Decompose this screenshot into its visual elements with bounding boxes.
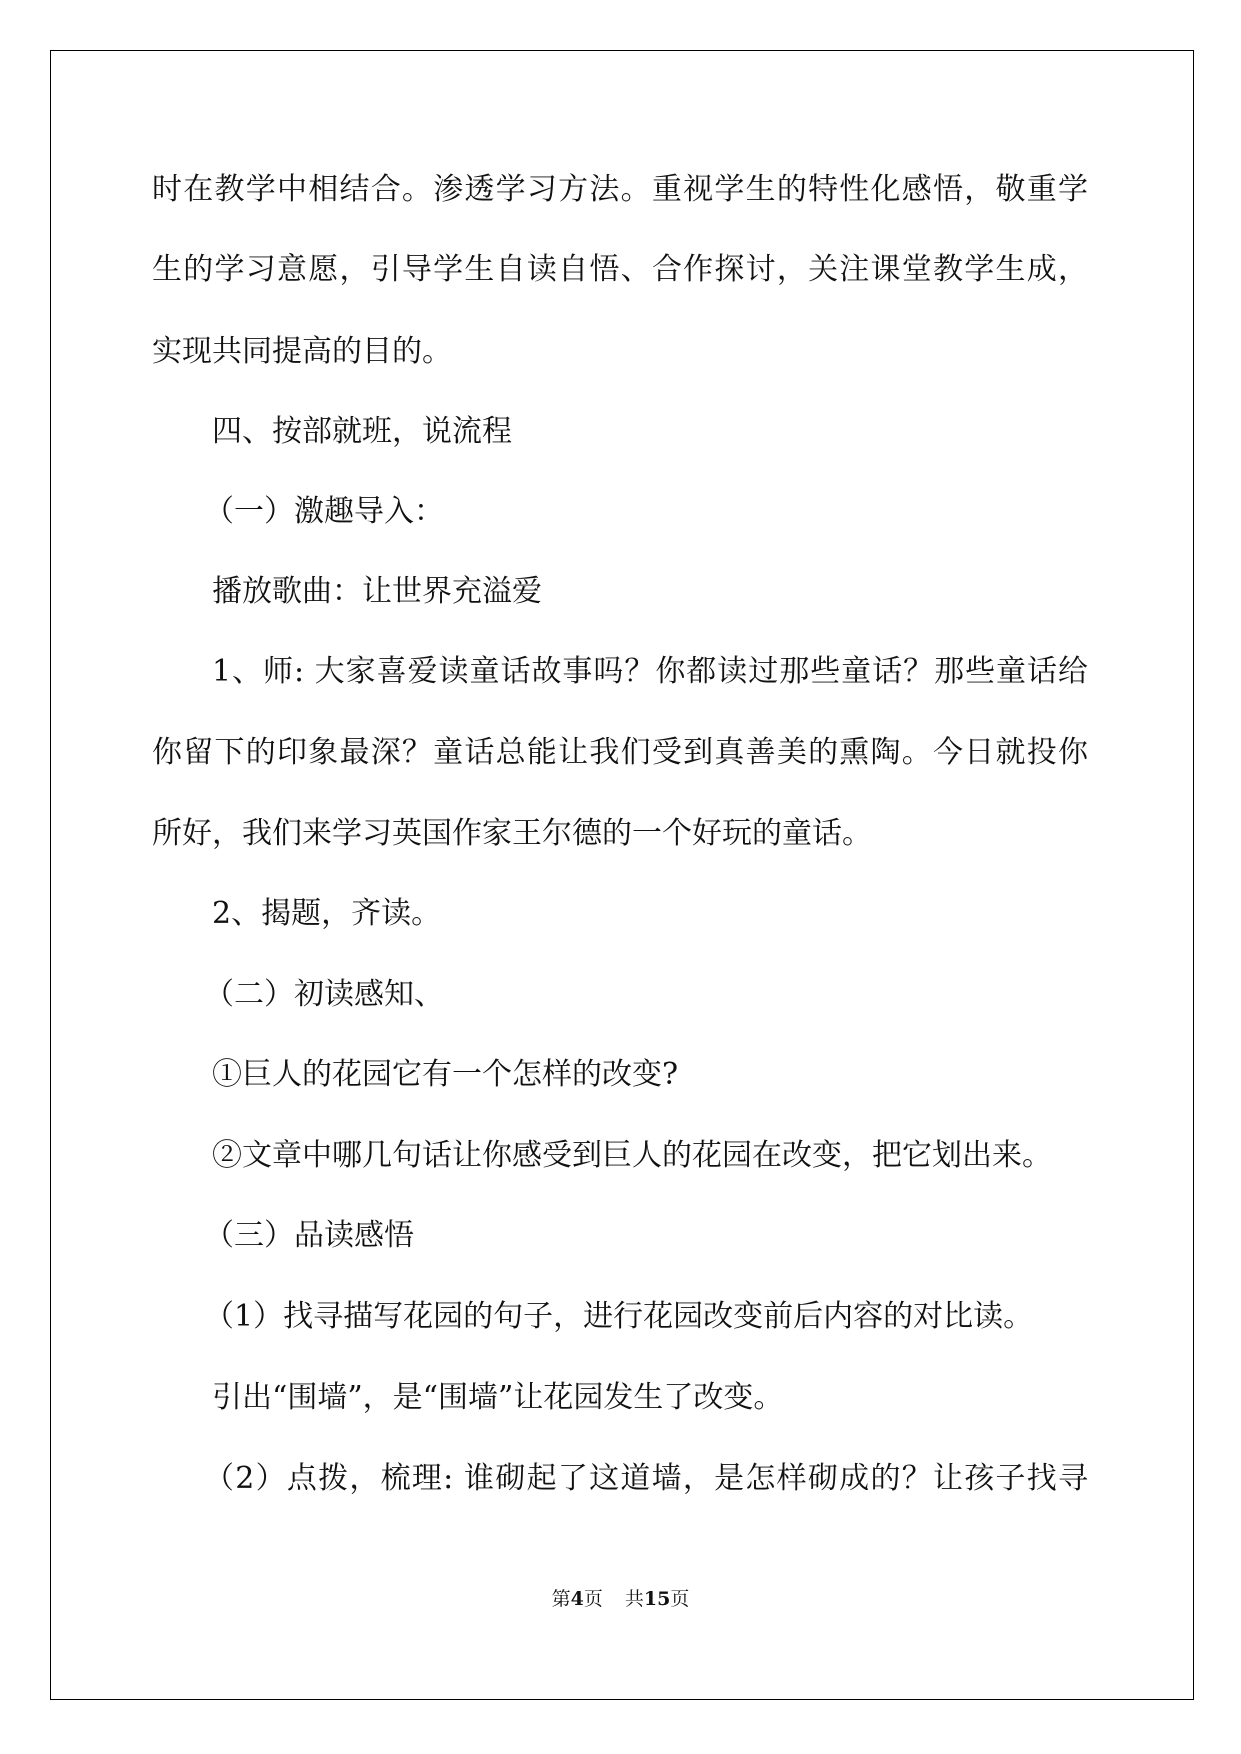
page-suffix: 页 [583, 1588, 603, 1610]
paragraph-line: 播放歌曲：让世界充溢爱 [212, 574, 542, 609]
page-number: 4 [570, 1588, 584, 1610]
total-suffix: 页 [670, 1588, 690, 1610]
paragraph-line: （1）找寻描写花园的句子，进行花园改变前后内容的对比读。 [204, 1299, 1034, 1334]
paragraph-line: 实现共同提高的目的。 [152, 334, 452, 369]
subsection-heading: （一）激趣导入： [204, 494, 444, 529]
page-footer [0, 1586, 1241, 1612]
question-item: ①巨人的花园它有一个怎样的改变? [212, 1057, 679, 1092]
paragraph-line: 时在教学中相结合。渗透学习方法。重视学生的特性化感悟，敬重学 [152, 172, 1088, 207]
paragraph-line: 2、揭题，齐读。 [212, 896, 442, 931]
paragraph-line: 1、师: 大家喜爱读童话故事吗？你都读过那些童话？那些童话给 [212, 654, 1088, 689]
page-prefix: 第 [551, 1588, 571, 1610]
question-item: ②文章中哪几句话让你感受到巨人的花园在改变，把它划出来。 [212, 1138, 1052, 1173]
paragraph-line: 你留下的印象最深？童话总能让我们受到真善美的熏陶。今日就投你 [152, 735, 1088, 770]
page-border [50, 50, 1194, 1700]
paragraph-line: 引出“围墙”，是“围墙”让花园发生了改变。 [212, 1380, 784, 1415]
paragraph-line: 生的学习意愿，引导学生自读自悟、合作探讨，关注课堂教学生成， [152, 252, 1088, 287]
subsection-heading: （三）品读感悟 [204, 1218, 414, 1253]
paragraph-line: （2）点拨，梳理: 谁砌起了这道墙，是怎样砌成的？让孩子找寻 [204, 1461, 1088, 1496]
total-pages: 15 [643, 1588, 671, 1610]
section-heading: 四、按部就班，说流程 [212, 414, 512, 449]
paragraph-line: 所好，我们来学习英国作家王尔德的一个好玩的童话。 [152, 816, 872, 851]
total-prefix: 共 [624, 1588, 644, 1610]
subsection-heading: （二）初读感知、 [204, 977, 444, 1012]
